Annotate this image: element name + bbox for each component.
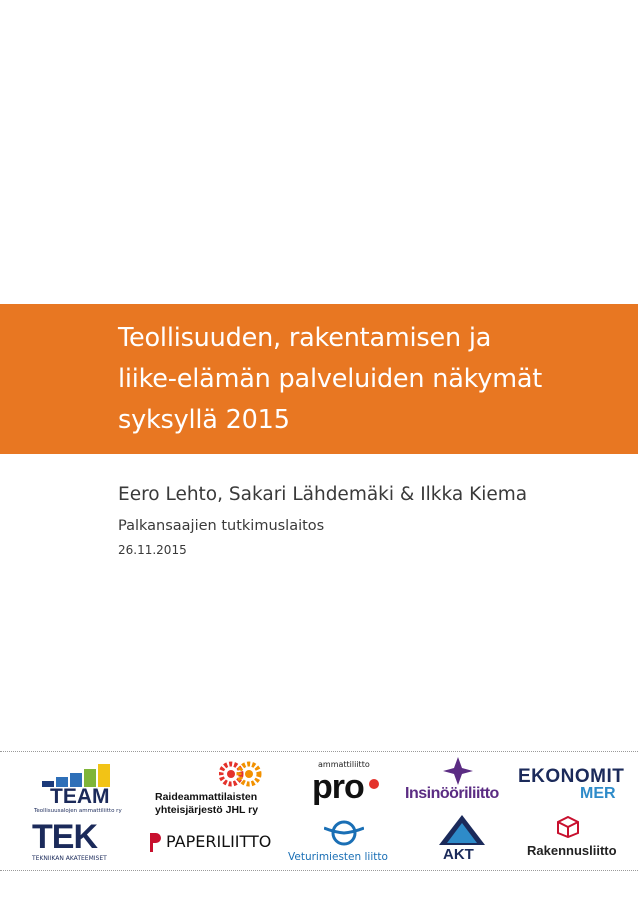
- pro-name: pro: [312, 768, 364, 806]
- insinooriliitto-logo: [405, 757, 510, 807]
- publication-date: 26.11.2015: [118, 543, 187, 557]
- akt-name: AKT: [443, 846, 474, 863]
- jhl-line-2: yhteisjärjestö JHL ry: [155, 804, 259, 816]
- pro-top-label: ammattiliitto: [318, 760, 370, 769]
- team-name: TEAM: [50, 785, 110, 808]
- team-logo: [30, 757, 130, 819]
- cube-icon: [557, 816, 579, 838]
- team-bars-icon: [30, 757, 130, 787]
- paperiliitto-name: PAPERILIITTO: [166, 832, 272, 851]
- jhl-logo: [153, 759, 273, 815]
- title-line-3: syksyllä 2015: [118, 405, 290, 435]
- paperiliitto-p-icon: [148, 831, 162, 853]
- tek-subtitle: TEKNIIKAN AKATEEMISET: [32, 855, 107, 862]
- bottom-divider: [0, 870, 638, 871]
- star-icon: [443, 757, 473, 785]
- gear-icon: [219, 759, 263, 789]
- akt-logo: [437, 815, 487, 865]
- winged-wheel-icon: [324, 818, 364, 848]
- title-banner: [0, 304, 638, 454]
- ekonomit-line-1: EKONOMIT: [518, 766, 625, 787]
- top-divider: [0, 751, 638, 752]
- authors: Eero Lehto, Sakari Lähdemäki & Ilkka Kiema: [118, 484, 528, 505]
- tek-logo: [30, 818, 130, 864]
- veturimiesten-name: Veturimiesten liitto: [288, 851, 388, 863]
- rakennusliitto-logo: [527, 816, 617, 864]
- pro-dot-icon: [368, 778, 380, 790]
- insinooriliitto-name: Insinööriliitto: [405, 785, 499, 802]
- report-title: [118, 318, 618, 441]
- paperiliitto-logo: [148, 830, 278, 856]
- ekonomit-line-2: MER: [580, 785, 616, 802]
- rakennusliitto-name: Rakennusliitto: [527, 843, 617, 858]
- akt-triangle-icon: [439, 815, 485, 845]
- team-subtitle: Teollisuusalojen ammattiliitto ry: [34, 808, 122, 814]
- title-line-1: Teollisuuden, rakentamisen ja: [118, 323, 492, 353]
- title-line-2: liike-elämän palveluiden näkymät: [118, 364, 543, 394]
- jhl-line-1: Raideammattilaisten: [155, 791, 258, 803]
- pro-logo: [312, 760, 392, 810]
- veturimiesten-logo: [288, 818, 403, 866]
- organization: Palkansaajien tutkimuslaitos: [118, 518, 325, 534]
- tek-name: TEK: [32, 818, 97, 856]
- ekonomit-logo: [518, 766, 625, 806]
